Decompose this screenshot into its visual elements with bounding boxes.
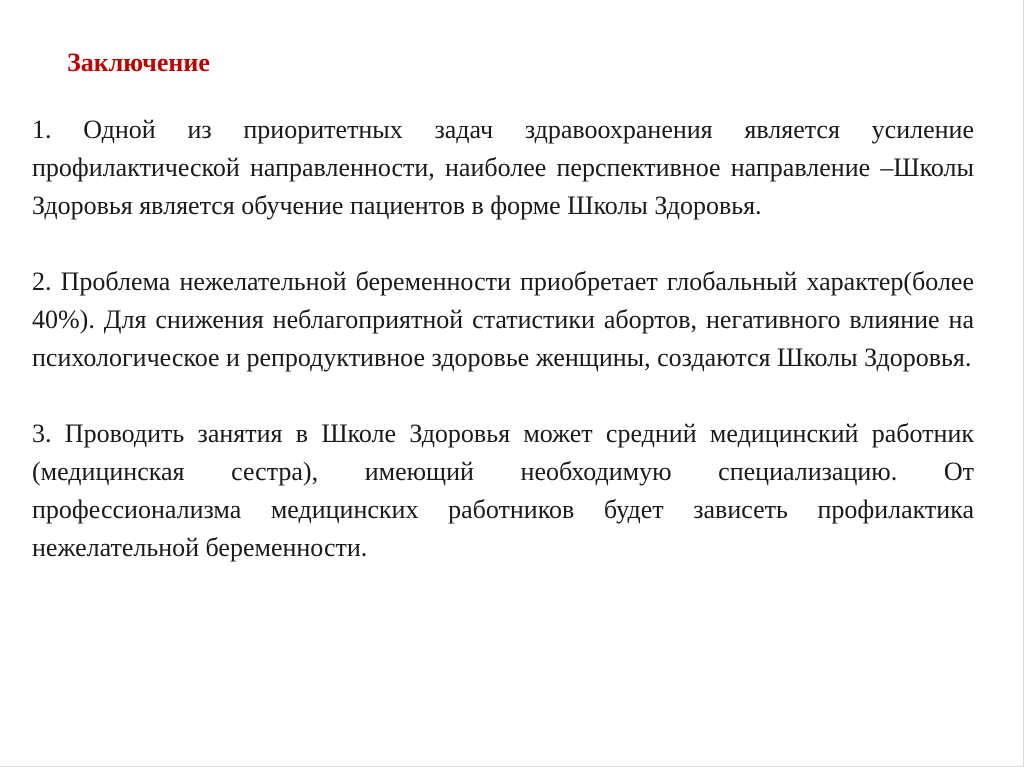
paragraph-2: 2. Проблема нежелательной беременности приобретает глобальный характер(более 40%). Для снижения неблагоприятной статистики абортов, негативного влияние на психологическое и репродуктивное здоровье женщины, создаются Школы Здоровья.: [32, 267, 974, 372]
slide-body: [32, 111, 974, 605]
paragraph-3: 3. Проводить занятия в Школе Здоровья может средний медицинский работник (медицинская сестра), имеющий необходимую специализацию. От профессионализма медицинских работников будет зависеть профилактика нежелательной беременности.: [32, 419, 974, 562]
slide-title: Заключение: [67, 48, 210, 77]
paragraph-1: 1. Одной из приоритетных задач здравоохранения является усиление профилактической направленности, наиболее перспективное направление –Школы Здоровья является обучение пациентов в форме Школы Здоровья.: [32, 115, 974, 220]
